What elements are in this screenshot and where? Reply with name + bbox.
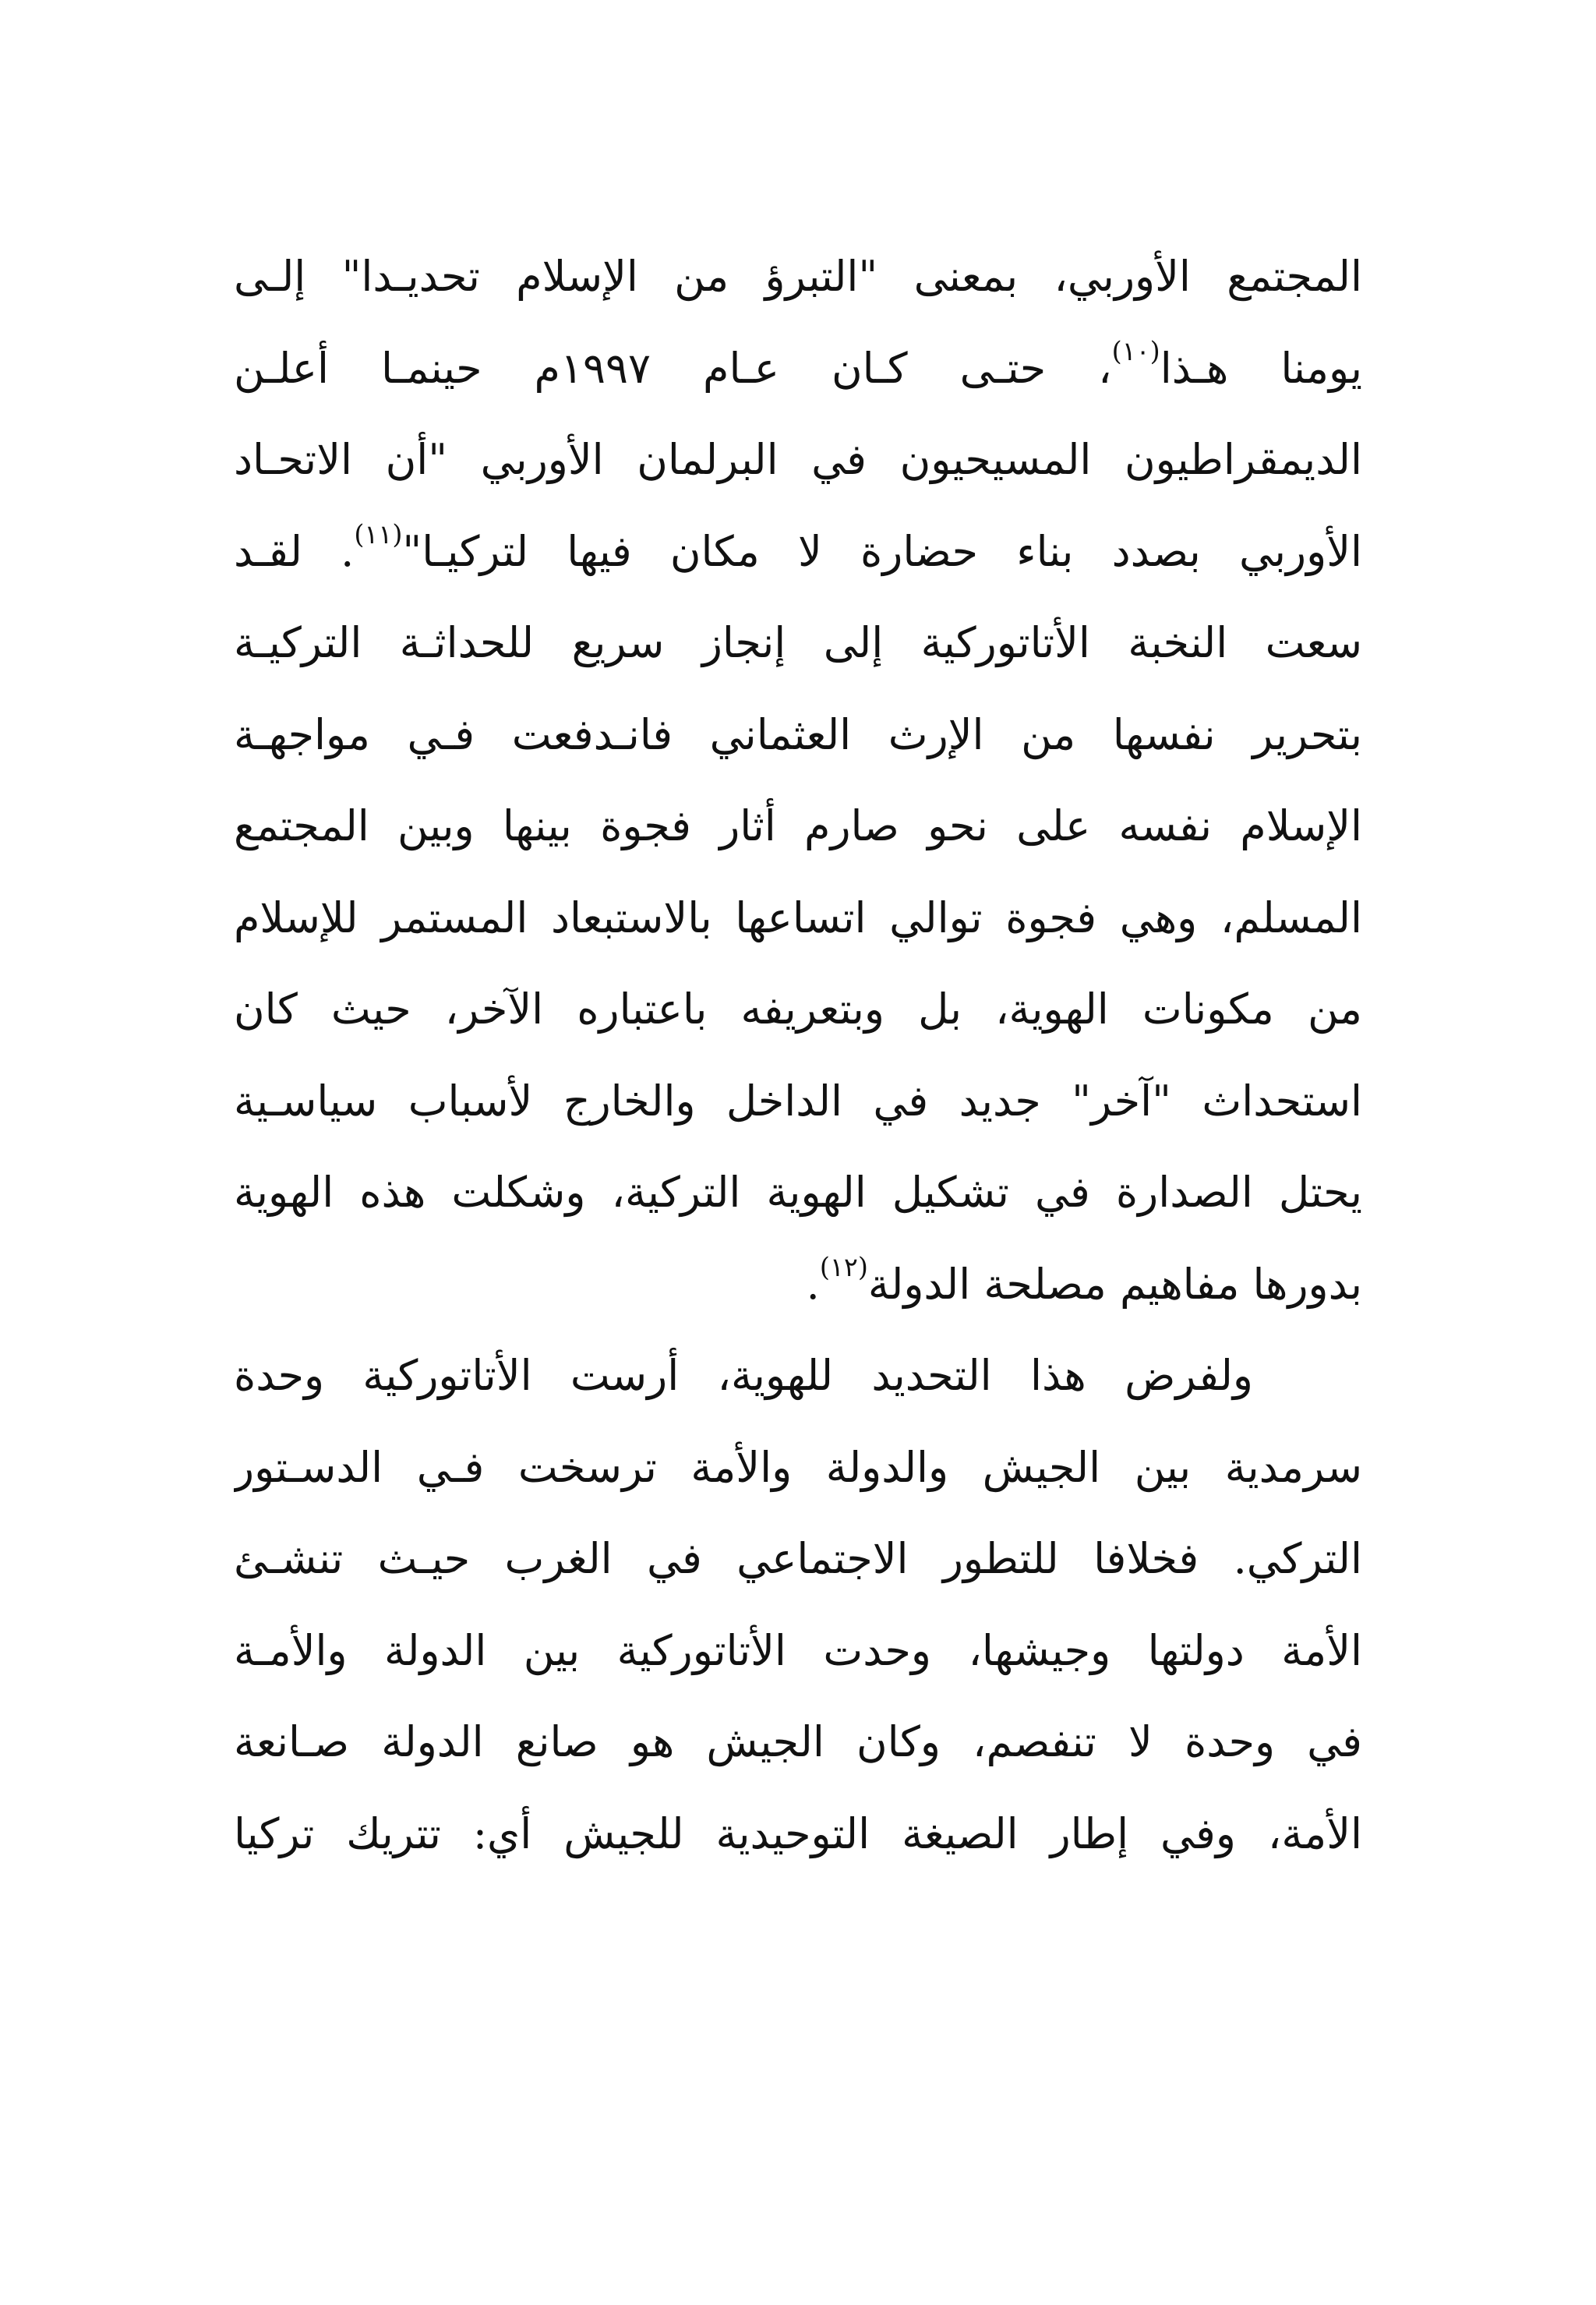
footnote-marker: (١١) xyxy=(354,519,403,550)
text-line: الإسلام نفسه على نحو صارم أثار فجوة بينها وبين المجتمع xyxy=(234,801,1362,850)
text-line xyxy=(234,506,1362,598)
footnote-marker: (١٠) xyxy=(1111,336,1160,367)
text-line: الأمة، وفي إطار الصيغة التوحيدية للجيش أي: تتريك تركيا xyxy=(234,1808,1362,1858)
text-line: المجتمع الأوربي، بمعنى "التبرؤ من الإسلام تحديـدا" إلـى xyxy=(234,252,1362,301)
text-line: استحداث "آخر" جديد في الداخل والخارج لأسباب سياسـية xyxy=(234,1076,1362,1126)
text-line: الديمقراطيون المسيحيون في البرلمان الأوربي "أن الاتحـاد xyxy=(234,435,1362,484)
text-segment: . لقـد xyxy=(234,526,355,576)
text-segment: الأوربي بصدد بناء حضارة لا مكان فيها لتركيـا" xyxy=(402,526,1362,576)
body-text xyxy=(234,231,1362,1879)
text-segment: . xyxy=(806,1259,820,1309)
text-line: يحتل الصدارة في تشكيل الهوية التركية، وشكلت هذه الهوية xyxy=(234,1168,1362,1217)
text-line: الأمة دولتها وجيشها، وحدت الأتاتوركية بين الدولة والأمـة xyxy=(234,1625,1362,1675)
text-line: ولفرض هذا التحديد للهوية، أرست الأتاتوركية وحدة xyxy=(234,1351,1253,1400)
footnote-marker: (١٢) xyxy=(819,1252,868,1283)
text-segment: بدورها مفاهيم مصلحة الدولة xyxy=(867,1259,1362,1309)
text-line: التركي. فخلافا للتطور الاجتماعي في الغرب حيـث تنشـئ xyxy=(234,1534,1362,1583)
text-line xyxy=(234,1239,1362,1331)
text-line: في وحدة لا تنفصم، وكان الجيش هو صانع الدولة صـانعة xyxy=(234,1717,1362,1766)
text-line: سعت النخبة الأتاتوركية إلى إنجاز سريع للحداثـة التركيـة xyxy=(234,618,1362,667)
text-line: سرمدية بين الجيش والدولة والأمة ترسخت فـي الدسـتور xyxy=(234,1442,1362,1492)
text-segment: ، حتـى كـان عـام ١٩٩٧م حينمـا أعلـن xyxy=(234,343,1112,393)
text-line xyxy=(234,323,1362,415)
text-line: المسلم، وهي فجوة توالي اتساعها بالاستبعاد المستمر للإسلام xyxy=(234,893,1362,942)
text-segment: يومنا هـذا xyxy=(1160,343,1362,393)
text-line: من مكونات الهوية، بل وبتعريفه باعتباره الآخر، حيث كان xyxy=(234,985,1362,1034)
text-line: بتحرير نفسها من الإرث العثماني فانـدفعت فـي مواجهـة xyxy=(234,709,1362,759)
